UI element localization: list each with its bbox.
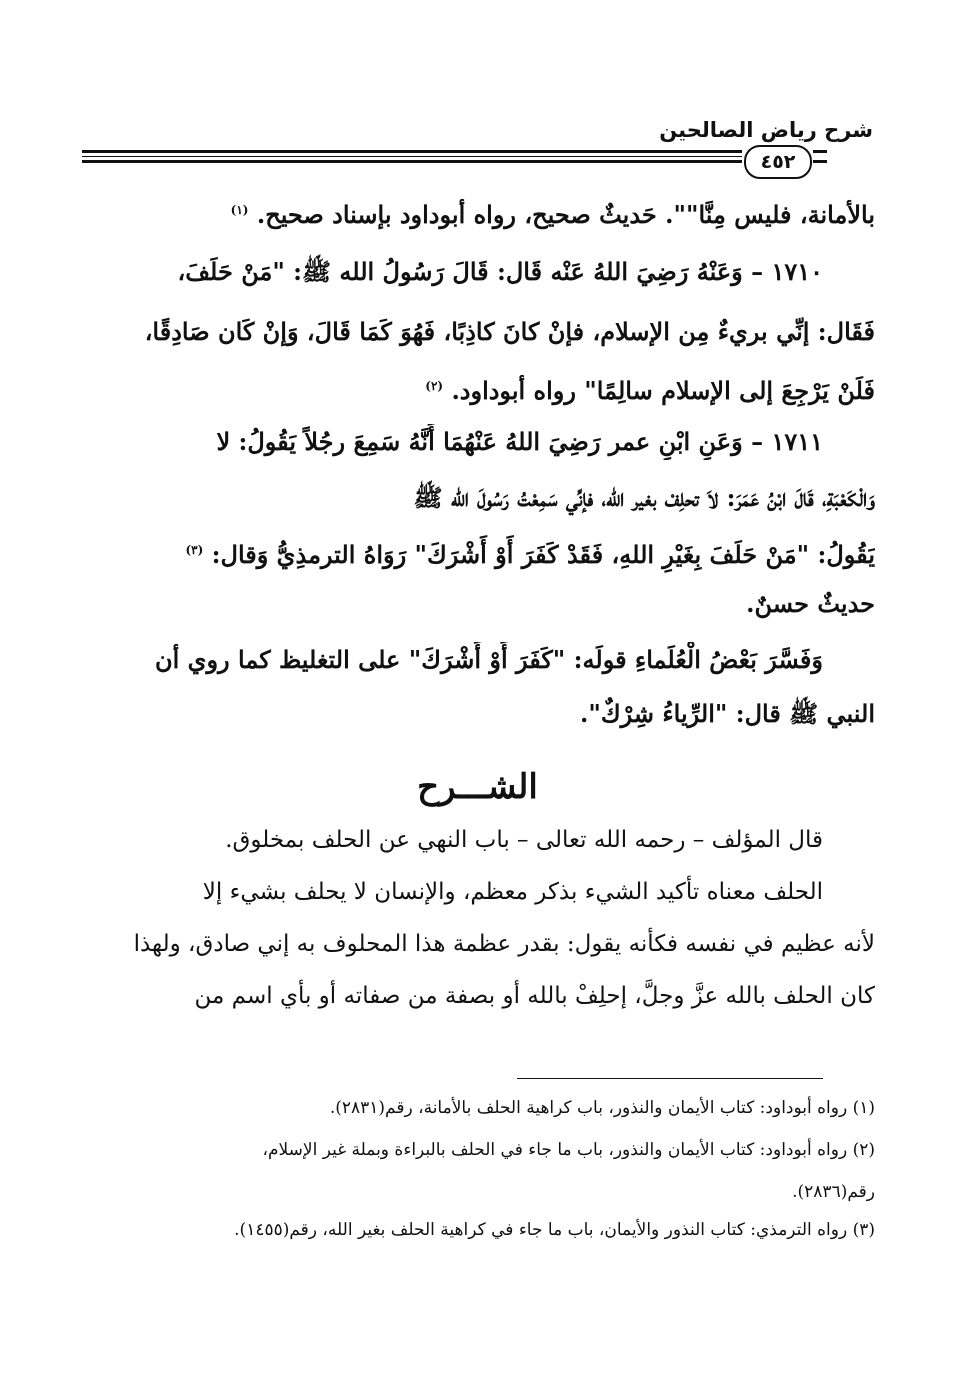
hadith-1711-line-3 — [80, 532, 875, 573]
footnote-3: (٣) رواه الترمذي: كتاب النذور والأيمان، باب ما جاء في كراهية الحلف بغير الله، رقم(١٤٥٥). — [234, 1220, 875, 1240]
sharh-line-3: لأنه عظيم في نفسه فكأنه يقول: بقدر عظمة هذا المحلوف به إني صادق، ولهذا — [133, 931, 875, 957]
header-ornament — [813, 150, 827, 166]
sharh-line-4: كان الحلف بالله عزَّ وجلَّ، إحلِفْ بالله أو بصفة من صفاته أو بأي اسم من — [194, 983, 875, 1009]
page-number: ٤٥٢ — [744, 145, 812, 179]
hadith-1711-line-4: حديثٌ حسنٌ. — [746, 589, 875, 618]
hadith-1711-line-3-text: يَقُولُ: "مَنْ حَلَفَ بِغَيْرِ اللهِ، فَقَدْ كَفَرَ أَوْ أَشْرَكَ" رَوَاهُ الترمذِيُّ وَقال: — [211, 540, 875, 569]
footnote-2-line-2: رقم(٢٨٣٦). — [792, 1182, 875, 1202]
footnote-separator — [517, 1078, 823, 1079]
tafsir-line-1: وَفَسَّرَ بَعْضُ الْعُلَماءِ قولَه: "كَفَرَ أَوْ أَشْرَكَ" على التغليظ كما روي أن — [155, 645, 823, 674]
hadith-line-1-text: بالأمانة، فليس مِنَّا"". حَديثٌ صحيح، رواه أبوداود بإسناد صحيح. — [256, 200, 875, 229]
footnote-mark-3: (٣) — [185, 543, 204, 557]
hadith-1711-line-2: وَالْكَعْبَةِ، قَالَ ابْنُ عَمَرَ: لاَ تحلِفْ بغير الله، فإنِّي سَمِعْتُ رَسُولَ الله ﷺ — [413, 483, 875, 512]
footnote-mark-2: (٢) — [425, 379, 444, 393]
sharh-line-2: الحلف معناه تأكيد الشيء بذكر معظم، والإنسان لا يحلف بشيء إلا — [202, 879, 823, 905]
hadith-1710-line-3-text: فَلَنْ يَرْجِعَ إلى الإسلام سالِمًا" رواه أبوداود. — [451, 376, 875, 405]
running-title: شرح رياض الصالحين — [659, 118, 873, 142]
hadith-1710-line-3 — [80, 368, 875, 409]
footnote-2-line-1: (٢) رواه أبوداود: كتاب الأيمان والنذور، باب ما جاء في الحلف بالبراءة وبملة غير الإسلام، — [262, 1140, 875, 1160]
hadith-line-1 — [80, 192, 875, 233]
sharh-line-1: قال المؤلف – رحمه الله تعالى – باب النهي عن الحلف بمخلوق. — [225, 827, 823, 853]
hadith-1711-line-1: ١٧١١ – وَعَنِ ابْنِ عمر رَضِيَ اللهُ عَنْهُمَا أَنَّهُ سَمِعَ رجُلاً يَقُولُ: لا — [216, 427, 823, 456]
footnote-mark-1: (١) — [230, 203, 249, 217]
hadith-1710-line-2: فَقَال: إنِّي بريءٌ مِن الإسلام، فإنْ كانَ كاذِبًا، فَهُوَ كَمَا قَالَ، وَإنْ كَان صَادِقًا، — [144, 317, 875, 346]
section-title: الشـــرح — [417, 767, 538, 807]
tafsir-line-2: النبي ﷺ قال: "الرِّياءُ شِرْكٌ". — [580, 699, 875, 728]
footnote-1: (١) رواه أبوداود: كتاب الأيمان والنذور، باب كراهية الحلف بالأمانة، رقم(٢٨٣١). — [329, 1098, 875, 1118]
hadith-1710-line-1: ١٧١٠ – وَعَنْهُ رَضِيَ اللهُ عَنْه قَال: قَالَ رَسُولُ الله ﷺ: "مَنْ حَلَفَ، — [177, 257, 823, 286]
header-rule — [82, 150, 742, 166]
